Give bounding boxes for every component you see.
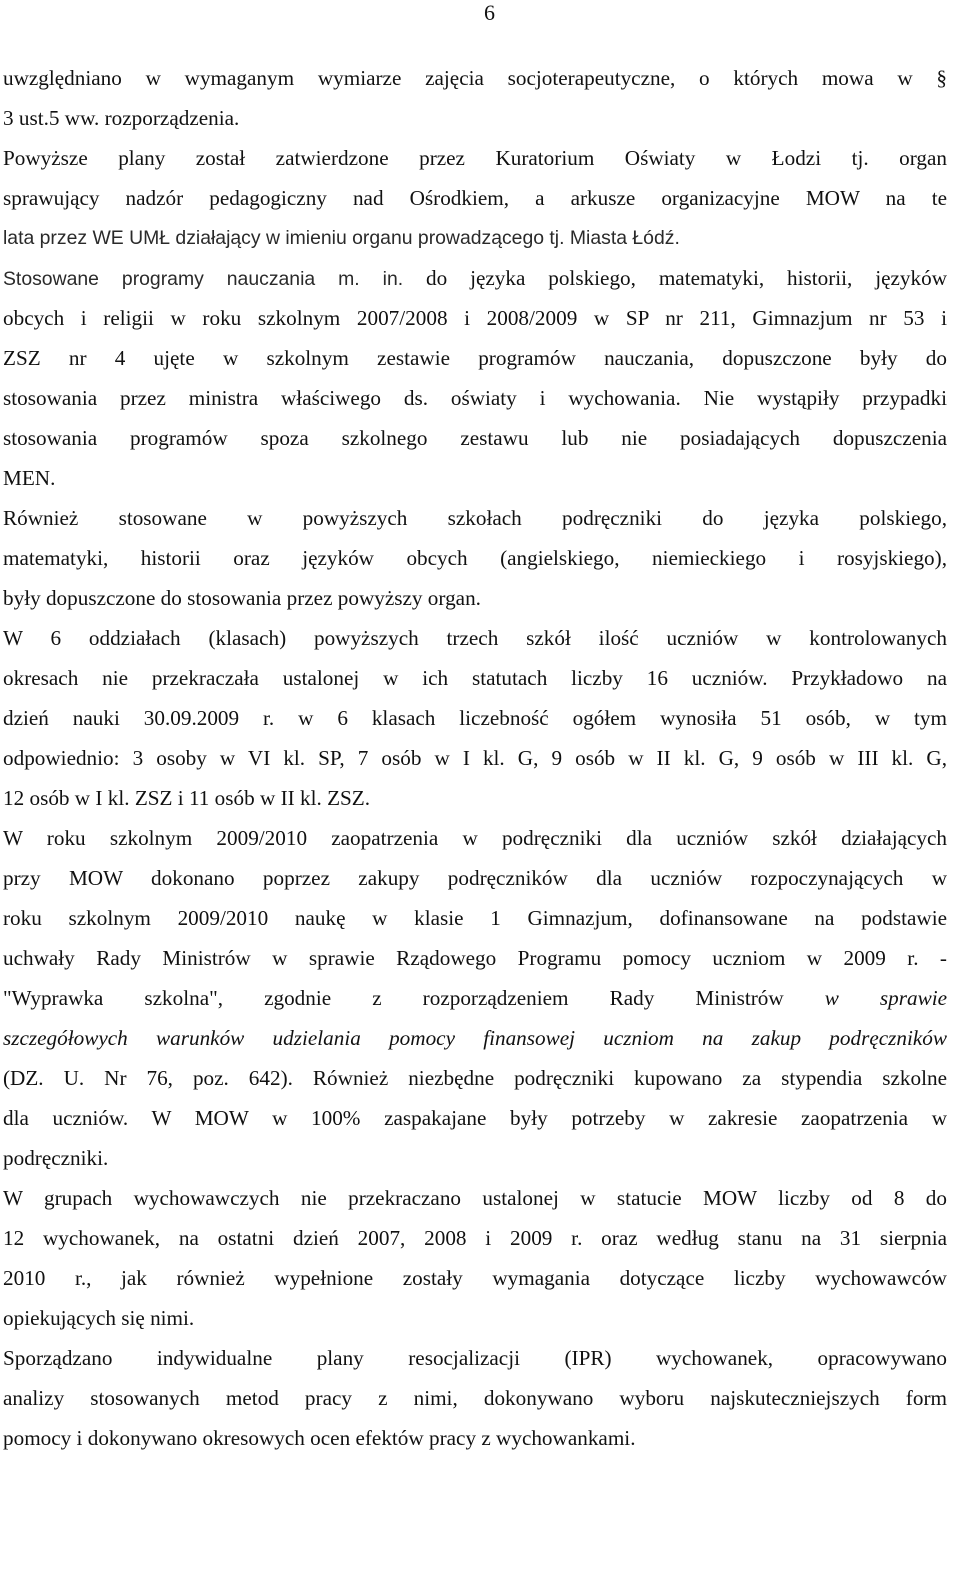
text-line: (DZ. U. Nr 76, poz. 642). Również niezbędne podręczniki kupowano za stypendia szkolne bbox=[3, 1066, 947, 1090]
text-line: stosowania przez ministra właściwego ds. oświaty i wychowania. Nie wystąpiły przypadki bbox=[3, 386, 947, 410]
text-line: dla uczniów. W MOW w 100% zaspakajane były potrzeby w zakresie zaopatrzenia w bbox=[3, 1106, 947, 1130]
text-line: były dopuszczone do stosowania przez powyższy organ. bbox=[3, 586, 481, 610]
text-segment-italic: w sprawie bbox=[824, 986, 948, 1010]
text-line: obcych i religii w roku szkolnym 2007/2008 i 2008/2009 w SP nr 211, Gimnazjum nr 53 i bbox=[3, 306, 947, 330]
text-line: szczegółowych warunków udzielania pomocy finansowej uczniom na zakup podręczników bbox=[3, 1026, 947, 1050]
body-text bbox=[3, 58, 947, 1458]
text-segment: Stosowane programy nauczania m. in. bbox=[3, 268, 404, 290]
text-line: 12 osób w I kl. ZSZ i 11 osób w II kl. ZSZ. bbox=[3, 786, 371, 810]
text-line: analizy stosowanych metod pracy z nimi, dokonywano wyboru najskuteczniejszych form bbox=[3, 1386, 947, 1410]
text-line: MEN. bbox=[3, 466, 56, 490]
page-number: 6 bbox=[484, 0, 495, 25]
text-line: Powyższe plany został zatwierdzone przez Kuratorium Oświaty w Łodzi tj. organ bbox=[3, 146, 947, 170]
text-line bbox=[3, 978, 947, 1018]
text-line: lata przez WE UMŁ działający w imieniu organu prowadzącego tj. Miasta Łódź. bbox=[3, 227, 680, 249]
text-line: uwzględniano w wymaganym wymiarze zajęcia socjoterapeutyczne, o których mowa w § bbox=[3, 66, 947, 90]
text-line: W grupach wychowawczych nie przekraczano ustalonej w statucie MOW liczby od 8 do bbox=[3, 1186, 947, 1210]
text-line: Sporządzano indywidualne plany resocjalizacji (IPR) wychowanek, opracowywano bbox=[3, 1346, 947, 1370]
text-line: sprawujący nadzór pedagogiczny nad Ośrodkiem, a arkusze organizacyjne MOW na te bbox=[3, 186, 947, 210]
text-line: W roku szkolnym 2009/2010 zaopatrzenia w podręczniki dla uczniów szkół działających bbox=[3, 826, 947, 850]
text-line: 3 ust.5 ww. rozporządzenia. bbox=[3, 106, 240, 130]
text-line: podręczniki. bbox=[3, 1146, 109, 1170]
text-line: ZSZ nr 4 ujęte w szkolnym zestawie programów nauczania, dopuszczone były do bbox=[3, 346, 947, 370]
text-line: 12 wychowanek, na ostatni dzień 2007, 2008 i 2009 r. oraz według stanu na 31 sierpnia bbox=[3, 1226, 947, 1250]
text-line: 2010 r., jak również wypełnione zostały wymagania dotyczące liczby wychowawców bbox=[3, 1266, 947, 1290]
text-segment: do języka polskiego, matematyki, historii, języków bbox=[403, 266, 947, 290]
text-line: przy MOW dokonano poprzez zakupy podręczników dla uczniów rozpoczynających w bbox=[3, 866, 947, 890]
text-line: uchwały Rady Ministrów w sprawie Rządowego Programu pomocy uczniom w 2009 r. - bbox=[3, 946, 947, 970]
text-line: odpowiednio: 3 osoby w VI kl. SP, 7 osób w I kl. G, 9 osób w II kl. G, 9 osób w III kl. G, bbox=[3, 746, 947, 770]
text-line: matematyki, historii oraz języków obcych (angielskiego, niemieckiego i rosyjskiego), bbox=[3, 546, 947, 570]
text-line: opiekujących się nimi. bbox=[3, 1306, 195, 1330]
text-line: okresach nie przekraczała ustalonej w ich statutach liczby 16 uczniów. Przykładowo na bbox=[3, 666, 947, 690]
text-line: roku szkolnym 2009/2010 naukę w klasie 1 Gimnazjum, dofinansowane na podstawie bbox=[3, 906, 947, 930]
text-line: Również stosowane w powyższych szkołach podręczniki do języka polskiego, bbox=[3, 506, 947, 530]
text-line bbox=[3, 258, 947, 298]
text-line: dzień nauki 30.09.2009 r. w 6 klasach liczebność ogółem wynosiła 51 osób, w tym bbox=[3, 706, 947, 730]
text-line: stosowania programów spoza szkolnego zestawu lub nie posiadających dopuszczenia bbox=[3, 426, 947, 450]
text-line: pomocy i dokonywano okresowych ocen efektów pracy z wychowankami. bbox=[3, 1426, 636, 1450]
text-segment: "Wyprawka szkolna", zgodnie z rozporządzeniem Rady Ministrów bbox=[3, 986, 825, 1010]
text-line: W 6 oddziałach (klasach) powyższych trzech szkół ilość uczniów w kontrolowanych bbox=[3, 626, 947, 650]
